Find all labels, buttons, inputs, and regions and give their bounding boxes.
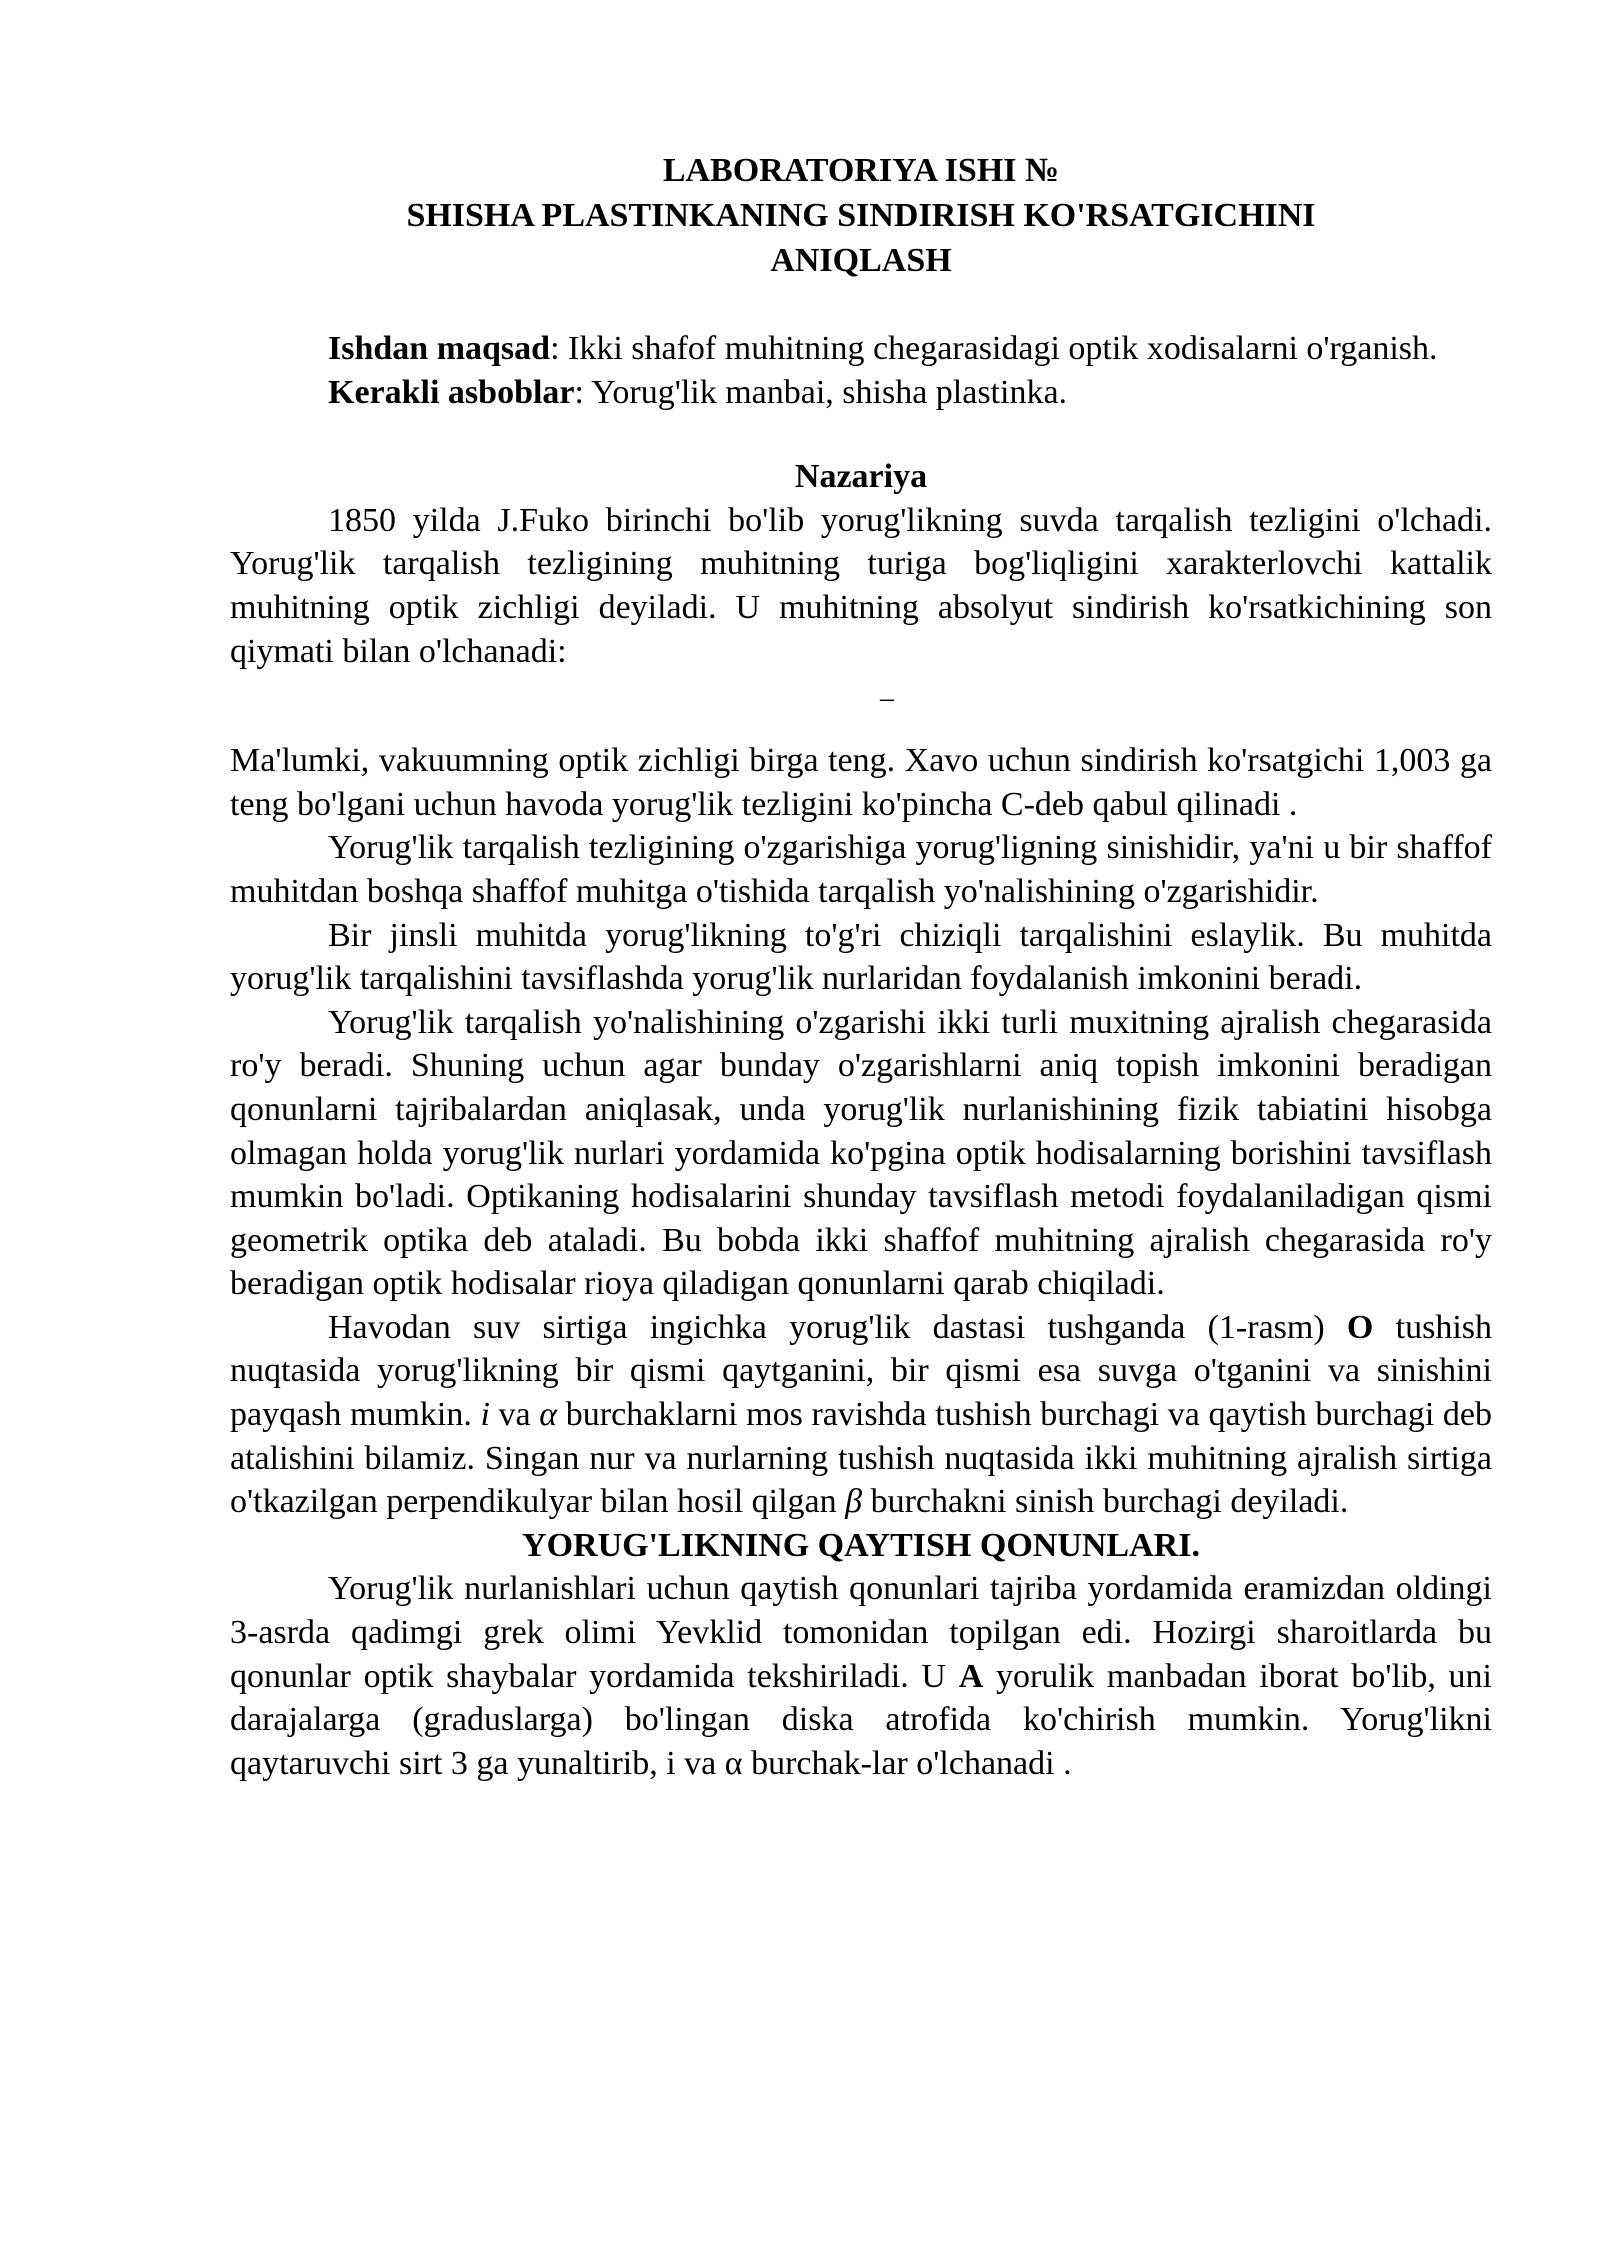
spacer [230, 283, 1492, 327]
text-run: burchak-lar o'lchanadi . [742, 1744, 1072, 1782]
text-run: burchaklarni mos ravishda tushish burchagi va qaytish burchagi deb atalishini bilamiz. Singan nur va nurlarning tushish nuqtasida ikki muhitning ajralish sirtiga o'tkazilgan perpendikulyar bilan hosil qilgan [230, 1396, 1492, 1521]
theory-paragraph-6 [230, 1306, 1492, 1524]
title-line-3: ANIQLASH [770, 242, 952, 279]
equipment-paragraph [230, 371, 1492, 415]
theory-paragraph-3: Yorug'lik tarqalish tezligining o'zgarishiga yorug'ligning sinishidir, ya'ni u bir shaffof muhitdan boshqa shaffof muhitga o'tishida tarqalish yo'nalishining o'zgarishidir. [230, 829, 1492, 910]
text-run: Havodan suv sirtiga ingichka yorug'lik dastasi tushganda (1-rasm) [328, 1308, 1347, 1346]
document-page [230, 148, 1492, 1785]
title-line-2: SHISHA PLASTINKANING SINDIRISH KO'RSATGICHINI [406, 197, 1316, 234]
spacer [230, 414, 1492, 455]
symbol-alpha: α [724, 1744, 743, 1782]
purpose-text: : Ikki shafof muhitning chegarasidagi optik xodisalarni o'rganish. [550, 330, 1438, 367]
theory-paragraph-4: Bir jinsli muhitda yorug'likning to'g'ri chiziqli tarqalishini eslaylik. Bu muhitda yorug'lik tarqalishini tavsiflashda yorug'lik nurlaridan foydalanish imkonini beradi. [230, 916, 1492, 998]
title-line-1: LABORATORIYA ISHI № [662, 152, 1060, 189]
equipment-label: Kerakli asboblar [328, 373, 575, 411]
theory-heading: Nazariya [794, 458, 928, 496]
symbol-i: i [480, 1396, 490, 1434]
theory-paragraph-2: Ma'lumki, vakuumning optik zichligi birga teng. Xavo uchun sindirish ko'rsatgichi 1,003 ga teng bo'lgani uchun havoda yorug'lik tezligini ko'pincha C-deb qabul qilinadi . [230, 742, 1492, 823]
formula-placeholder [230, 673, 1492, 739]
purpose-paragraph [230, 327, 1492, 371]
equipment-text: : Yorug'lik manbai, shisha plastinka. [574, 373, 1068, 411]
purpose-label: Ishdan maqsad [328, 330, 551, 367]
source-a-label: A [958, 1657, 984, 1695]
text-run: tushish nuqtasida yorug'likning bir qismi qaytganini, bir qismi esa suvga o'tganini va sinishini payqash mumkin. [230, 1308, 1492, 1434]
symbol-beta: β [845, 1483, 863, 1521]
symbol-alpha: α [539, 1396, 558, 1434]
text-run: yorulik manbadan iborat bo'lib, uni darajalarga (graduslarga) bo'lingan diska atrofida ko'chirish mumkin. Yorug'likni qaytaruvchi sirt 3 ga yunaltirib, i va [230, 1657, 1492, 1782]
document-title [230, 148, 1492, 283]
reflection-paragraph-1 [230, 1567, 1492, 1785]
text-run: Yorug'lik nurlanishlari uchun qaytish qonunlari tajriba yordamida eramizdan oldingi 3-asrda qadimgi grek olimi Yevklid tomonidan topilgan edi. Hozirgi sharoitlarda bu qonunlar optik shaybalar yordamida tekshiriladi. U [230, 1570, 1492, 1695]
reflection-heading: YORUG'LIKNING QAYTISH QONUNLARI. [522, 1526, 1200, 1564]
theory-paragraph-5: Yorug'lik tarqalish yo'nalishining o'zgarishi ikki turli muxitning ajralish chegarasida ro'y beradi. Shuning uchun agar bunday o'zgarishlarni aniq topish imkonini beradigan qonunlarni tajribalardan aniqlasak, unda yorug'lik nurlanishining fizik tabiatini hisobga olmagan holda yorug'lik nurlari yordamida ko'pgina optik hodisalarning borishini tavsiflash mumkin bo'ladi. Optikaning hodisalarini shunday tavsiflash metodi foydalaniladigan qismi geometrik optika deb ataladi. Bu bobda ikki shaffof muhitning ajralish chegarasida ro'y beradigan optik hodisalar rioya qiladigan qonunlarni qarab chiqiladi. [230, 1003, 1492, 1303]
theory-paragraph-1: 1850 yilda J.Fuko birinchi bo'lib yorug'likning suvda tarqalish tezligini o'lchadi. Yorug'lik tarqalish tezligining muhitning turiga bog'liqligini xarakterlovchi kattalik muhitning optik zichligi deyiladi. U muhitning absolyut sindirish ko'rsatkichining son qiymati bilan o'lchanadi: [230, 501, 1492, 670]
text-run: burchakni sinish burchagi deyiladi. [862, 1483, 1349, 1521]
formula-mark: – [880, 683, 894, 715]
text-run: va [489, 1396, 540, 1434]
point-o-label: O [1346, 1308, 1374, 1346]
